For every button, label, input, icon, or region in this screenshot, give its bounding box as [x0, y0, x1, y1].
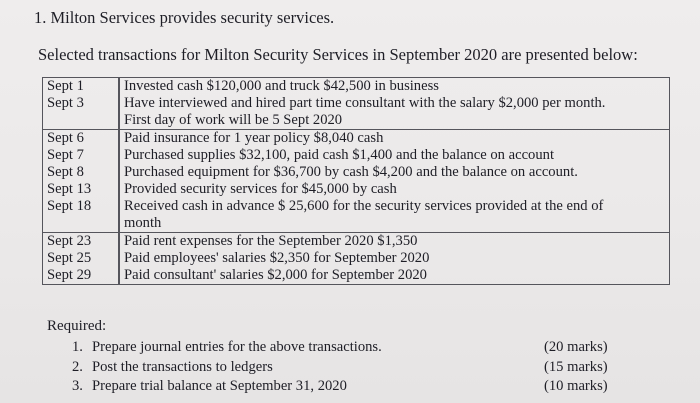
item-marks: (20 marks): [544, 339, 608, 355]
date-label: Sept 1: [47, 78, 84, 94]
item-marks: (10 marks): [544, 378, 608, 394]
transaction-line: Received cash in advance $ 25,600 for the security services provided at the end of: [124, 198, 604, 214]
date-label: Sept 7: [47, 147, 84, 163]
transaction-line: Have interviewed and hired part time consultant with the salary $2,000 per month.: [124, 95, 606, 111]
transaction-line: First day of work will be 5 Sept 2020: [124, 112, 343, 128]
description-cell: [119, 130, 670, 233]
item-text: Prepare journal entries for the above transactions.: [92, 339, 382, 355]
transaction-line: Paid consultant' salaries $2,000 for September 2020: [124, 267, 427, 283]
item-text: Post the transactions to ledgers: [92, 358, 273, 375]
table-row: [43, 130, 670, 233]
transaction-line: Invested cash $120,000 and truck $42,500 in business: [124, 78, 439, 94]
table-row: [43, 78, 670, 130]
list-item: [72, 377, 632, 397]
description-cell: [119, 233, 670, 285]
date-label: Sept 25: [47, 250, 92, 266]
transaction-line: Purchased supplies $32,100, paid cash $1,400 and the balance on account: [124, 147, 554, 163]
date-label: Sept 23: [47, 233, 92, 249]
item-marks: (15 marks): [544, 358, 608, 375]
date-label: Sept 3: [47, 95, 84, 111]
question-heading: 1. Milton Services provides security services.: [34, 8, 335, 27]
list-item: [72, 338, 632, 358]
list-item: [72, 358, 632, 378]
transaction-line: Paid insurance for 1 year policy $8,040 cash: [124, 130, 384, 146]
date-label: Sept 29: [47, 267, 92, 283]
description-cell: [119, 78, 670, 130]
question-intro: Selected transactions for Milton Security Services in September 2020 are presented below:: [38, 45, 638, 64]
date-cell: [43, 233, 120, 285]
transaction-line: Paid rent expenses for the September 2020 $1,350: [124, 233, 418, 249]
transaction-line: month: [124, 215, 162, 231]
date-cell: [43, 130, 120, 233]
date-label: Sept 6: [47, 130, 84, 146]
item-number: 1.: [72, 339, 83, 355]
item-number: 3.: [72, 378, 83, 394]
date-label: Sept 18: [47, 198, 92, 214]
table-row: [43, 233, 670, 285]
transaction-line: Purchased equipment for $36,700 by cash $4,200 and the balance on account.: [124, 164, 578, 180]
date-label: Sept 8: [47, 164, 84, 180]
transactions-table: [42, 77, 670, 285]
required-heading: Required:: [47, 318, 107, 334]
item-number: 2.: [72, 358, 83, 375]
requirements-list: [72, 338, 632, 397]
date-label: Sept 13: [47, 181, 92, 197]
date-cell: [43, 78, 120, 130]
transaction-line: Paid employees' salaries $2,350 for September 2020: [124, 250, 430, 266]
item-text: Prepare trial balance at September 31, 2020: [92, 378, 347, 394]
transaction-line: Provided security services for $45,000 by cash: [124, 181, 397, 197]
